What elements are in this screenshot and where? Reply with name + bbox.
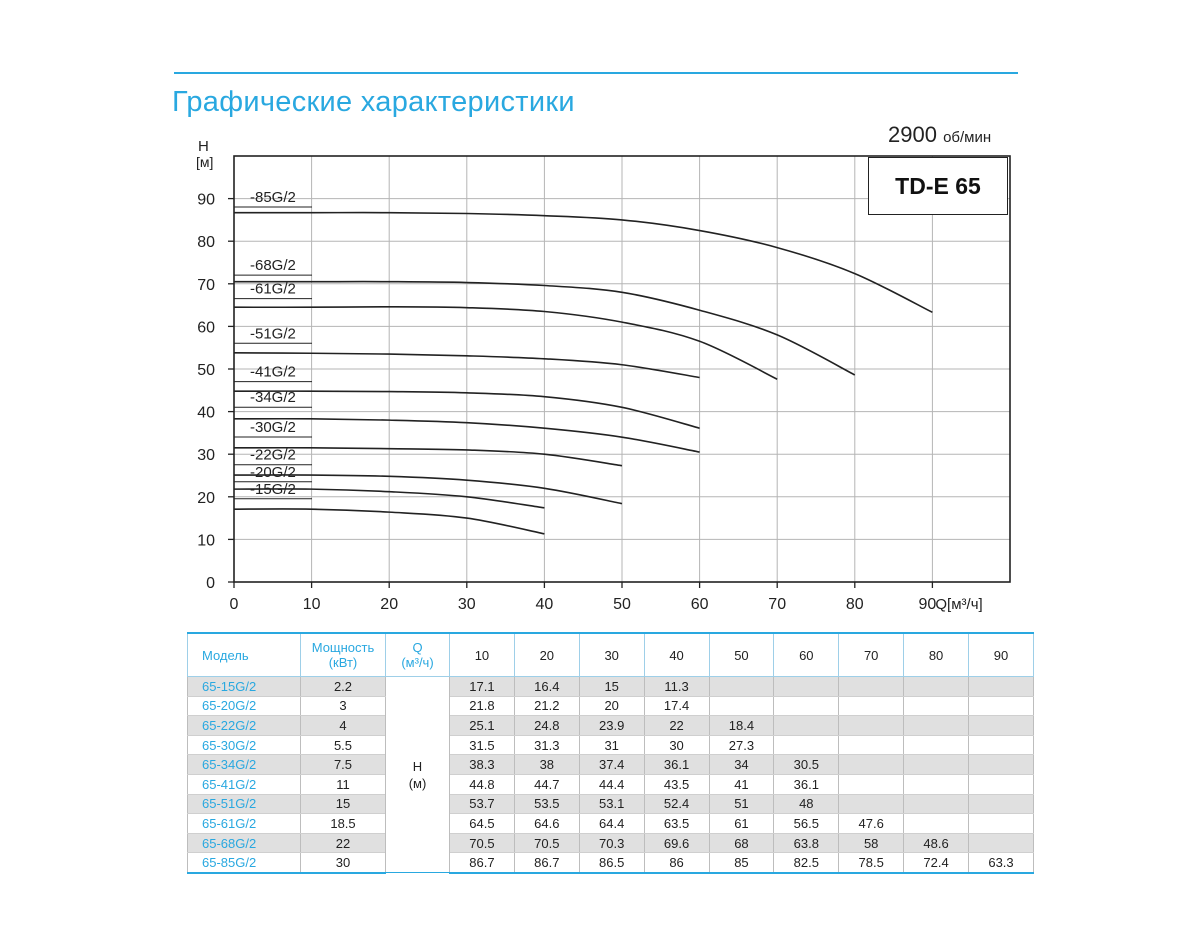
head-value-cell: 70.5	[450, 833, 515, 853]
header-power: Мощность (кВт)	[301, 633, 386, 677]
header-flow-value: 70	[839, 633, 904, 677]
head-value-cell: 70.5	[514, 833, 579, 853]
head-value-cell: 70.3	[579, 833, 644, 853]
head-value-cell	[839, 774, 904, 794]
head-value-cell: 86	[644, 853, 709, 873]
head-value-cell	[969, 833, 1034, 853]
page-title: Графические характеристики	[172, 86, 575, 118]
head-value-cell: 72.4	[904, 853, 969, 873]
x-tick-label: 80	[845, 596, 864, 613]
head-value-cell: 11.3	[644, 677, 709, 697]
power-cell: 4	[301, 716, 386, 736]
head-value-cell: 48.6	[904, 833, 969, 853]
curve-label: -22G/2	[250, 446, 296, 464]
x-tick-label: 20	[380, 596, 399, 613]
head-value-cell	[774, 677, 839, 697]
x-tick-label: 10	[302, 596, 321, 613]
curve-label: -51G/2	[250, 325, 296, 343]
model-cell: 65-30G/2	[188, 735, 301, 755]
model-cell: 65-85G/2	[188, 853, 301, 873]
table-row	[188, 755, 1034, 775]
table-row	[188, 833, 1034, 853]
head-value-cell: 38.3	[450, 755, 515, 775]
x-tick-label: 60	[690, 596, 709, 613]
head-value-cell	[839, 696, 904, 716]
head-value-cell: 31	[579, 735, 644, 755]
head-value-cell: 85	[709, 853, 774, 873]
power-cell: 18.5	[301, 814, 386, 834]
y-tick-label: 60	[197, 319, 215, 337]
model-cell: 65-68G/2	[188, 833, 301, 853]
head-value-cell	[839, 716, 904, 736]
head-value-cell	[969, 774, 1034, 794]
head-value-cell: 17.1	[450, 677, 515, 697]
header-flow: Q (м³/ч)	[386, 633, 450, 677]
head-value-cell: 64.4	[579, 814, 644, 834]
head-value-cell: 52.4	[644, 794, 709, 814]
power-cell: 15	[301, 794, 386, 814]
head-value-cell: 38	[514, 755, 579, 775]
head-value-cell	[709, 696, 774, 716]
head-value-cell	[904, 774, 969, 794]
head-value-cell: 43.5	[644, 774, 709, 794]
y-tick-label: 30	[197, 447, 215, 465]
head-value-cell	[904, 716, 969, 736]
head-value-cell: 53.7	[450, 794, 515, 814]
head-value-cell: 23.9	[579, 716, 644, 736]
y-tick-label: 10	[197, 532, 215, 550]
speed-value: 2900	[888, 122, 937, 147]
head-value-cell	[969, 814, 1034, 834]
head-value-cell	[839, 677, 904, 697]
header-flow-value: 90	[969, 633, 1034, 677]
head-value-cell: 31.3	[514, 735, 579, 755]
curve-label: -34G/2	[250, 389, 296, 407]
head-value-cell: 15	[579, 677, 644, 697]
header-flow-value: 60	[774, 633, 839, 677]
table-row	[188, 716, 1034, 736]
head-value-cell: 34	[709, 755, 774, 775]
head-value-cell: 69.6	[644, 833, 709, 853]
model-cell: 65-41G/2	[188, 774, 301, 794]
head-value-cell	[839, 794, 904, 814]
head-value-cell	[839, 735, 904, 755]
x-tick-label: 50	[613, 596, 631, 613]
head-value-cell	[969, 735, 1034, 755]
head-value-cell: 30.5	[774, 755, 839, 775]
header-flow-value: 10	[450, 633, 515, 677]
head-value-cell: 63.8	[774, 833, 839, 853]
table-row	[188, 696, 1034, 716]
power-cell: 2.2	[301, 677, 386, 697]
model-cell: 65-20G/2	[188, 696, 301, 716]
head-value-cell: 82.5	[774, 853, 839, 873]
curve-label: -30G/2	[250, 419, 296, 437]
head-value-cell: 31.5	[450, 735, 515, 755]
head-value-cell: 16.4	[514, 677, 579, 697]
head-value-cell: 17.4	[644, 696, 709, 716]
power-cell: 7.5	[301, 755, 386, 775]
y-axis-unit: [м]	[196, 154, 214, 170]
y-tick-label: 80	[197, 234, 215, 252]
head-value-cell: 64.6	[514, 814, 579, 834]
head-value-cell: 47.6	[839, 814, 904, 834]
model-cell: 65-51G/2	[188, 794, 301, 814]
head-value-cell	[839, 755, 904, 775]
head-value-cell: 78.5	[839, 853, 904, 873]
head-value-cell	[709, 677, 774, 697]
power-cell: 5.5	[301, 735, 386, 755]
x-axis-label: Q[м³/ч]	[935, 596, 983, 613]
head-value-cell	[774, 716, 839, 736]
head-value-cell: 41	[709, 774, 774, 794]
table-row	[188, 735, 1034, 755]
header-flow-value: 30	[579, 633, 644, 677]
power-cell: 30	[301, 853, 386, 873]
curve-label: -61G/2	[250, 280, 296, 298]
x-tick-label: 30	[457, 596, 476, 613]
table-row	[188, 814, 1034, 834]
header-flow-value: 20	[514, 633, 579, 677]
head-value-cell	[969, 755, 1034, 775]
header-flow-value: 50	[709, 633, 774, 677]
power-cell: 3	[301, 696, 386, 716]
model-series-label: TD-E 65	[868, 157, 1008, 215]
head-value-cell: 24.8	[514, 716, 579, 736]
curve-61g2	[234, 307, 777, 379]
head-value-cell: 56.5	[774, 814, 839, 834]
head-value-cell: 37.4	[579, 755, 644, 775]
table-row	[188, 794, 1034, 814]
curve-label: -20G/2	[250, 463, 296, 481]
head-value-cell	[969, 716, 1034, 736]
table-header-row	[188, 633, 1034, 677]
head-value-cell: 86.5	[579, 853, 644, 873]
header-model: Модель	[188, 633, 301, 677]
model-cell: 65-22G/2	[188, 716, 301, 736]
head-value-cell: 44.7	[514, 774, 579, 794]
head-unit-cell: H (м)	[386, 677, 450, 873]
curve-label: -85G/2	[250, 188, 296, 206]
head-value-cell	[904, 696, 969, 716]
head-value-cell: 25.1	[450, 716, 515, 736]
head-value-cell	[904, 794, 969, 814]
x-tick-label: 70	[768, 596, 787, 613]
x-tick-label: 40	[535, 596, 554, 613]
y-tick-label: 70	[197, 276, 215, 294]
head-value-cell	[904, 814, 969, 834]
head-value-cell: 63.5	[644, 814, 709, 834]
head-value-cell: 18.4	[709, 716, 774, 736]
header-flow-value: 80	[904, 633, 969, 677]
head-value-cell: 51	[709, 794, 774, 814]
model-cell: 65-15G/2	[188, 677, 301, 697]
head-value-cell: 21.2	[514, 696, 579, 716]
performance-table	[187, 632, 1034, 874]
head-value-cell: 58	[839, 833, 904, 853]
y-tick-label: 20	[197, 489, 215, 507]
head-value-cell: 44.4	[579, 774, 644, 794]
curve-85g2	[234, 213, 932, 313]
curve-label: -68G/2	[250, 257, 296, 275]
head-value-cell	[904, 755, 969, 775]
head-value-cell: 64.5	[450, 814, 515, 834]
head-value-cell	[904, 735, 969, 755]
table-row	[188, 677, 1034, 697]
head-value-cell	[969, 794, 1034, 814]
head-value-cell	[904, 677, 969, 697]
y-axis-label: H	[198, 138, 209, 155]
head-value-cell: 48	[774, 794, 839, 814]
model-cell: 65-34G/2	[188, 755, 301, 775]
head-value-cell	[774, 735, 839, 755]
curve-label: -15G/2	[250, 480, 296, 498]
y-tick-label: 50	[197, 362, 215, 379]
head-value-cell	[969, 696, 1034, 716]
head-value-cell: 61	[709, 814, 774, 834]
head-value-cell: 27.3	[709, 735, 774, 755]
head-value-cell: 63.3	[969, 853, 1034, 873]
head-value-cell: 20	[579, 696, 644, 716]
speed-unit: об/мин	[943, 129, 992, 146]
head-value-cell: 53.5	[514, 794, 579, 814]
head-value-cell: 36.1	[774, 774, 839, 794]
head-value-cell: 22	[644, 716, 709, 736]
power-cell: 11	[301, 774, 386, 794]
curve-label: -41G/2	[250, 363, 296, 381]
x-tick-label: 0	[229, 596, 239, 613]
x-tick-label: 90	[918, 596, 937, 613]
head-value-cell: 21.8	[450, 696, 515, 716]
head-value-cell	[774, 696, 839, 716]
y-tick-label: 40	[197, 404, 215, 422]
model-cell: 65-61G/2	[188, 814, 301, 834]
y-tick-label: 0	[206, 575, 215, 592]
header-flow-value: 40	[644, 633, 709, 677]
head-value-cell: 86.7	[450, 853, 515, 873]
head-value-cell	[969, 677, 1034, 697]
y-tick-label: 90	[197, 191, 215, 209]
power-cell: 22	[301, 833, 386, 853]
table-row	[188, 853, 1034, 873]
head-value-cell: 30	[644, 735, 709, 755]
head-value-cell: 68	[709, 833, 774, 853]
table-row	[188, 774, 1034, 794]
head-value-cell: 53.1	[579, 794, 644, 814]
head-value-cell: 44.8	[450, 774, 515, 794]
head-value-cell: 36.1	[644, 755, 709, 775]
head-value-cell: 86.7	[514, 853, 579, 873]
